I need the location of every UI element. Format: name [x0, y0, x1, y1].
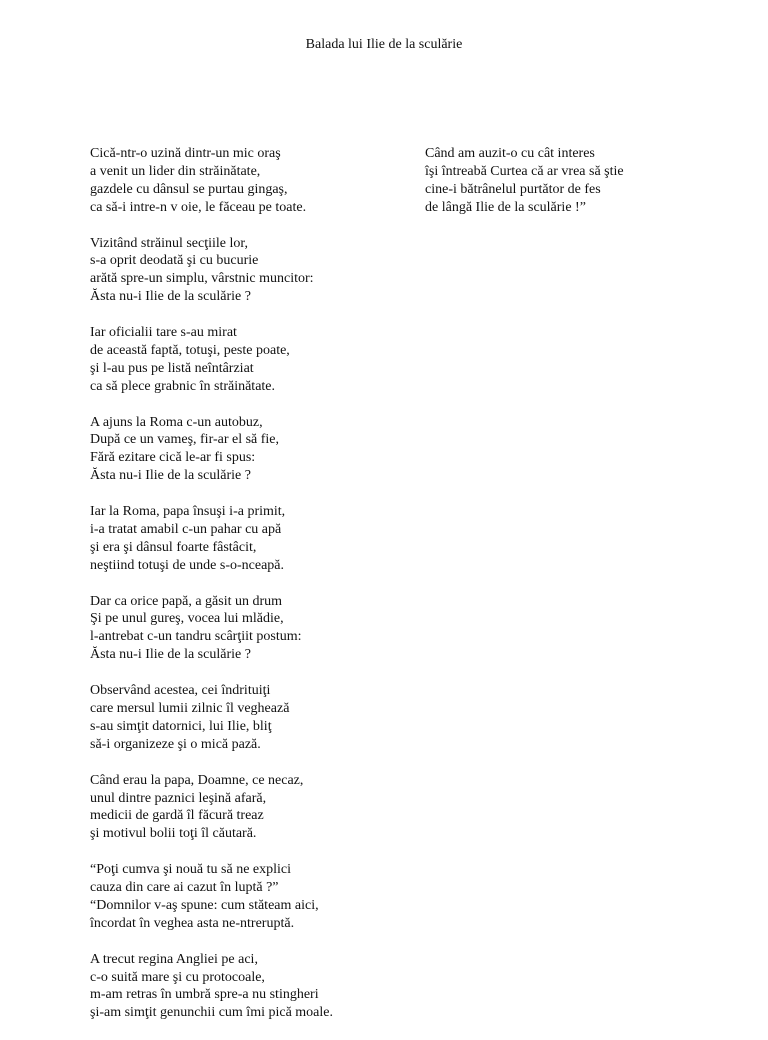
poem-line: s-au simţit datornici, lui Ilie, bliţ	[90, 718, 272, 734]
poem-line: şi-am simţit genunchii cum îmi pică moale.	[90, 1005, 334, 1021]
poem-line: “Domnilor v-aş spune: cum stăteam aici,	[90, 897, 319, 913]
poem-line: Când am auzit-o cu cât interes	[425, 146, 595, 161]
poem-line: Iar la Roma, papa însuşi i-a primit,	[90, 504, 286, 520]
poem-line: A trecut regina Angliei pe aci,	[90, 951, 258, 967]
poem-line: c-o suită mare şi cu protocoale,	[90, 969, 265, 985]
poem-line: cine-i bătrânelul purtător de fes	[425, 181, 601, 197]
poem-line: l-antrebat c-un tandru scârţiit postum:	[90, 629, 302, 645]
stanza	[90, 414, 390, 486]
stanza	[90, 951, 390, 1023]
poem-line: să-i organizeze şi o mică pază.	[90, 736, 261, 752]
poem-line: s-a oprit deodată şi cu bucurie	[90, 253, 259, 269]
poem-title: Balada lui Ilie de la sculărie	[305, 37, 463, 52]
poem-line: şi era şi dânsul foarte fâstâcit,	[90, 539, 257, 555]
poem-line: “Poţi cumva şi nouă tu să ne explici	[90, 862, 292, 878]
poem-line: unul dintre paznici leşină afară,	[90, 790, 267, 806]
poem-line: Observând acestea, cei îndrituiţi	[90, 683, 271, 699]
poem-line: a venit un lider din străinătate,	[90, 163, 261, 179]
stanza	[90, 593, 390, 665]
poem-line: şi l-au pus pe listă neîntârziat	[90, 360, 254, 376]
poem-line: cauza din care ai cazut în luptă ?”	[90, 880, 279, 896]
stanza	[90, 324, 390, 396]
poem-left-column	[90, 145, 390, 1040]
stanza	[425, 145, 745, 217]
poem-line: de lângă Ilie de la sculărie !”	[425, 199, 586, 215]
poem-line: medicii de gardă îl făcură treaz	[90, 808, 264, 824]
poem-line: care mersul lumii zilnic îl veghează	[90, 701, 290, 716]
poem-line: Iar oficialii tare s-au mirat	[90, 325, 237, 341]
poem-line: Ăsta nu-i Ilie de la sculărie ?	[90, 647, 251, 663]
poem-line: gazdele cu dânsul se purtau gingaş,	[90, 181, 288, 197]
stanza	[90, 503, 390, 575]
poem-line: şi motivul bolii toţi îl căutară.	[90, 826, 257, 842]
poem-line: Fără ezitare cică le-ar fi spus:	[90, 450, 256, 466]
poem-line: Ăsta nu-i Ilie de la sculărie ?	[90, 468, 251, 484]
poem-line: m-am retras în umbră spre-a nu stingheri	[90, 987, 319, 1003]
stanza	[90, 235, 390, 307]
stanza	[90, 772, 390, 844]
stanza	[90, 861, 390, 933]
poem-line: Cică-ntr-o uzină dintr-un mic oraş	[90, 146, 281, 161]
poem-line: Dar ca orice papă, a găsit un drum	[90, 593, 283, 609]
poem-line: ca să plece grabnic în străinătate.	[90, 378, 276, 394]
poem-line: Şi pe unul gureş, vocea lui mlădie,	[90, 611, 284, 627]
poem-line: Când erau la papa, Doamne, ce necaz,	[90, 772, 304, 788]
poem-line: ca să-i intre-n v oie, le făceau pe toate.	[90, 199, 307, 215]
poem-line: arătă spre-un simplu, vârstnic muncitor:	[90, 271, 314, 287]
stanza	[90, 682, 390, 754]
poem-line: încordat în veghea asta ne-ntreruptă.	[90, 915, 295, 931]
poem-line: Vizitând străinul secţiile lor,	[90, 235, 248, 251]
poem-line: neştiind totuşi de unde s-o-nceapă.	[90, 557, 285, 573]
poem-line: de această faptă, totuşi, peste poate,	[90, 342, 290, 358]
poem-right-column	[425, 145, 745, 235]
poem-line: îşi întreabă Curtea că ar vrea să ştie	[425, 163, 624, 179]
poem-line: După ce un vameş, fir-ar el să fie,	[90, 432, 280, 448]
stanza	[90, 145, 390, 217]
poem-line: i-a tratat amabil c-un pahar cu apă	[90, 521, 282, 537]
poem-line: Ăsta nu-i Ilie de la sculărie ?	[90, 289, 251, 305]
poem-line: A ajuns la Roma c-un autobuz,	[90, 414, 263, 430]
